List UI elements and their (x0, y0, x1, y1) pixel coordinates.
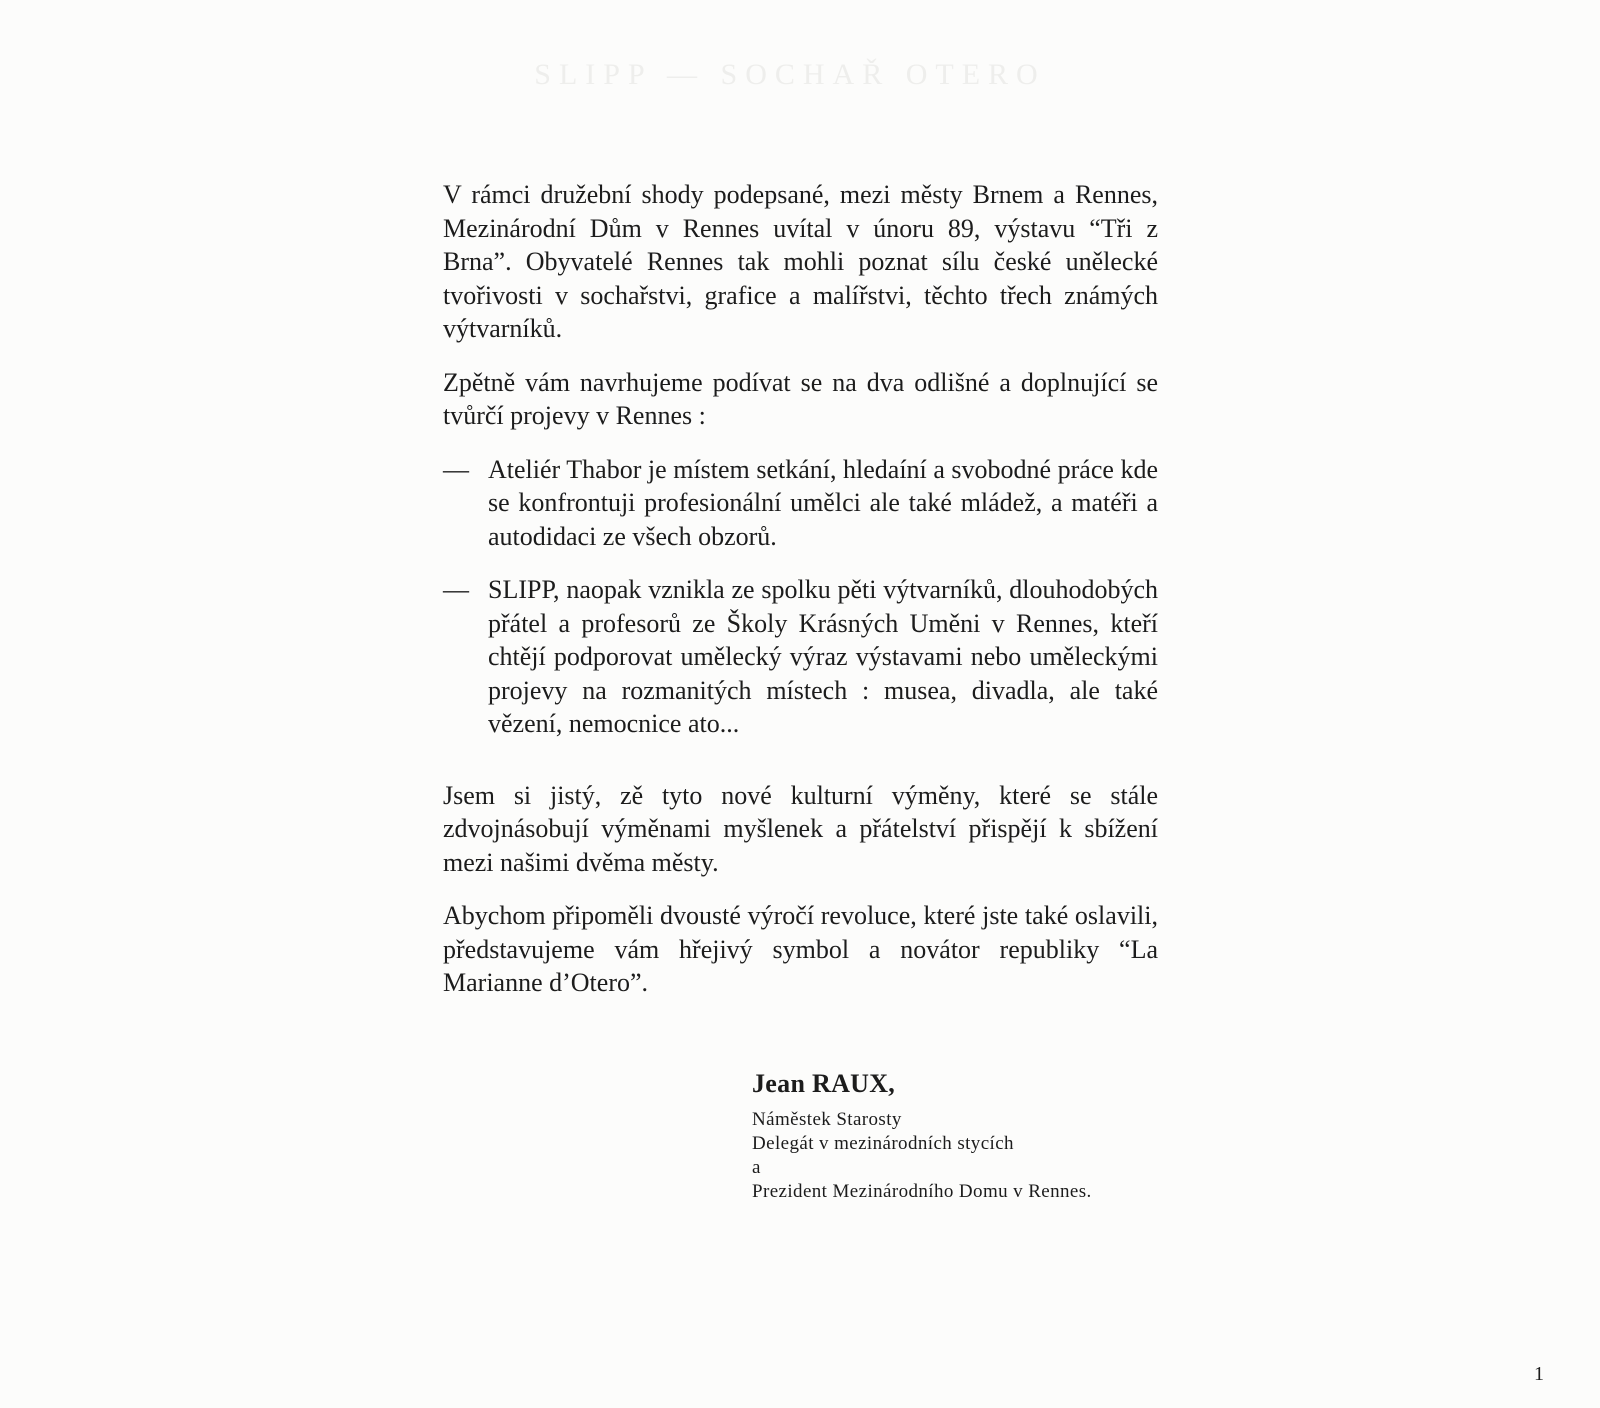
page-number: 1 (1534, 1363, 1544, 1385)
dash-bullet: — (443, 575, 469, 604)
signatory-title-3: Prezident Mezinárodního Domu v Rennes. (752, 1181, 1092, 1202)
signatory-title-1: Náměstek Starosty (752, 1109, 902, 1130)
signatory-title-conjunction: a (752, 1157, 761, 1178)
show-through-heading: SLIPP — SOCHAŘ OTERO (534, 58, 1046, 91)
list-item-text: Ateliér Thabor je místem setkání, hledaíní a svobodné práce kde se konfrontuji profesionální umělci ale také mládež, a matéři a autodidaci ze všech obzorů. (488, 454, 1158, 551)
dash-bullet: — (443, 454, 469, 484)
creative-groups-list (443, 453, 1158, 741)
paragraph-cultural-exchange: Jsem si jistý, zě tyto nové kulturní výměny, které se stále zdvojnásobují výměnami myšlenek a přátelství přispějí k sbížení mezi našimi dvěma městy. (443, 780, 1158, 877)
paragraph-twinning: V rámci družební shody podepsané, mezi městy Brnem a Rennes, Mezinárodní Dům v Rennes uvítal v únoru 89, výstavu “Tři z Brna”. Obyvatelé Rennes tak mohli poznat sílu české unělecké tvořivosti v sochařstvi, grafice a malířstvi, těchto třech známých výtvarníků. (443, 180, 1158, 343)
list-item-atelier-thabor (443, 453, 1158, 554)
paragraph-revolution: Abychom připoměli dvousté výročí revoluce, které jste také oslavili, představujeme vám hřejivý symbol a novátor republiky “La Marianne d’Otero”. (443, 901, 1158, 997)
paragraph-proposal: Zpětně vám navrhujeme podívat se na dva odlišné a doplnující se tvůrčí projevy v Rennes : (443, 367, 1158, 430)
signatory-title-2: Delegát v mezinárodních stycích (752, 1133, 1014, 1154)
signature-block (752, 1068, 1172, 1204)
list-item-text: SLIPP, naopak vznikla ze spolku pěti výtvarníků, dlouhodobých přátel a profesorů ze Školy Krásných Uměni v Rennes, kteří chtějí podporovat umělecký výraz výstavami nebo uměleckými projevy na rozmanitých místech : musea, divadla, ale také vězení, nemocnice ato... (488, 575, 1158, 738)
letter-body (443, 178, 1158, 1020)
signatory-name: Jean RAUX, (752, 1069, 896, 1098)
list-item-slipp (443, 573, 1158, 741)
